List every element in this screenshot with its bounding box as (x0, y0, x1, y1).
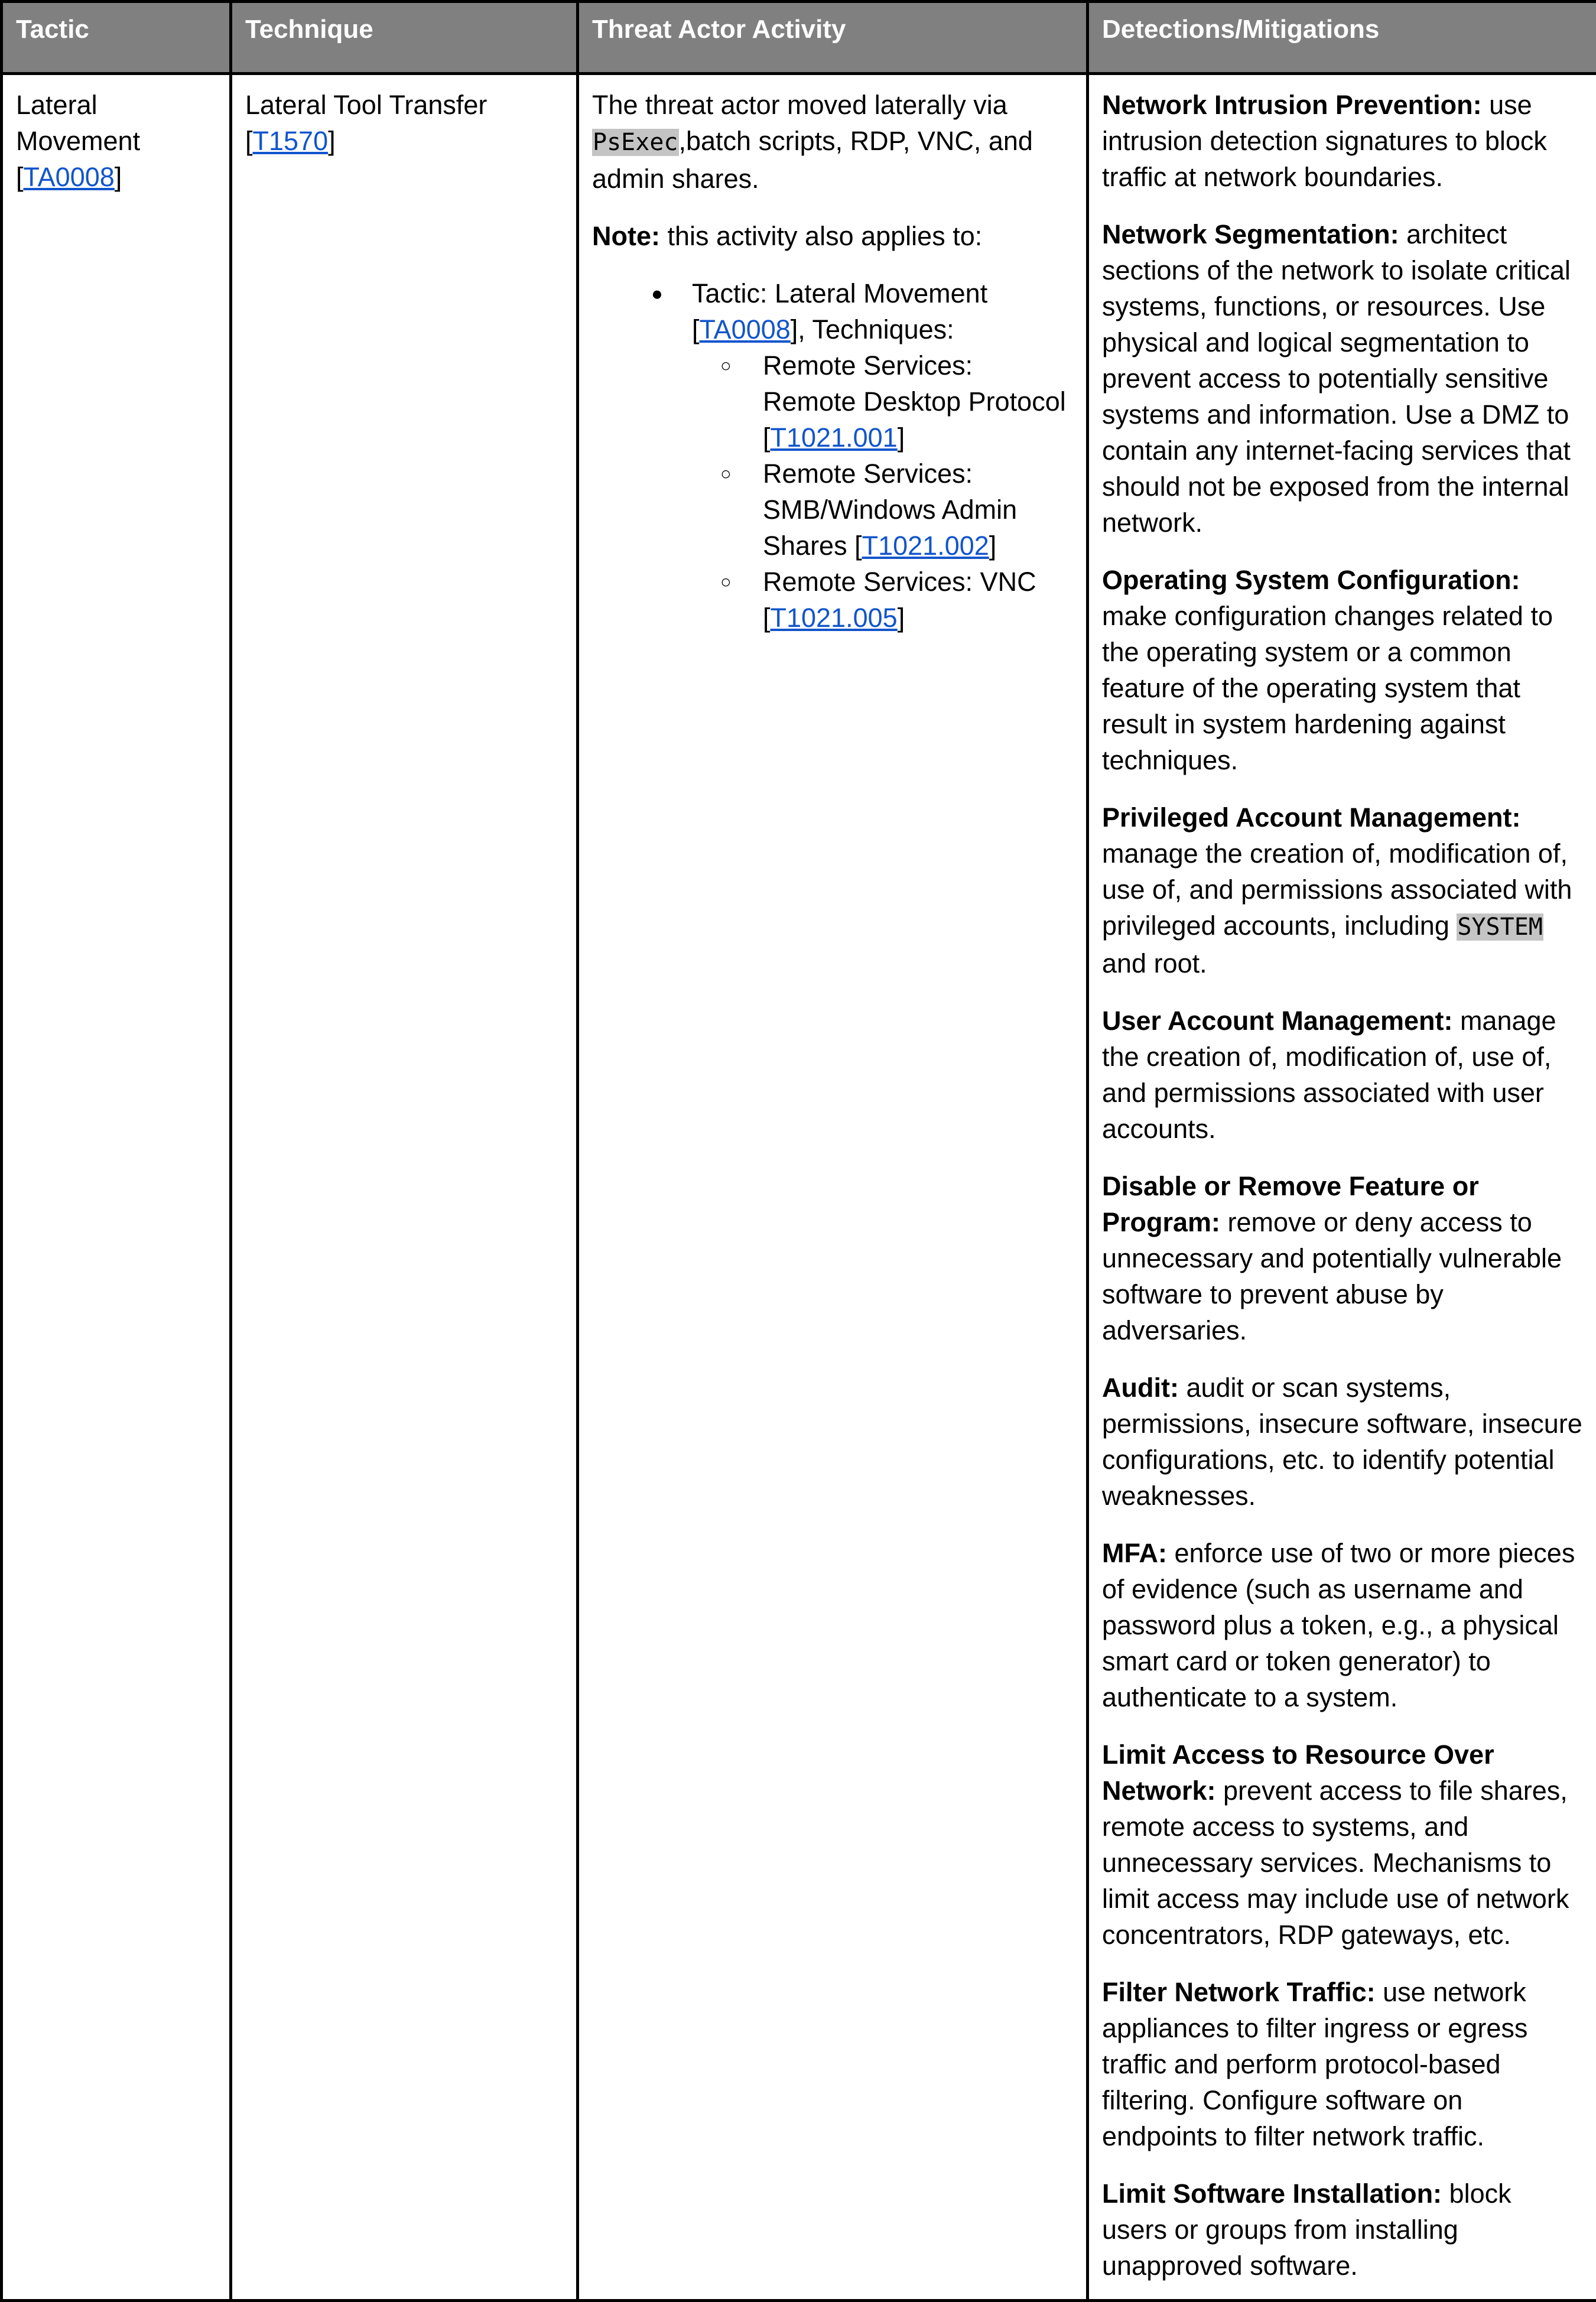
cell-technique (231, 74, 578, 2301)
mitigation-disable-or-remove-feature-or-program (1102, 1168, 1583, 1348)
sub-bullet-text: Remote Services: Remote Desktop Protocol (763, 350, 1066, 417)
close-bracket: ] (328, 126, 336, 156)
mitigation-title: Operating System Configuration: (1102, 565, 1520, 595)
mitigation-privileged-account-management (1102, 799, 1583, 981)
table-row (2, 74, 1596, 2301)
mitigation-title: Privileged Account Management: (1102, 802, 1520, 833)
mitigation-body: manage the creation of, modification of, use of, and permissions associated with user accounts. (1102, 1006, 1556, 1144)
mitigation-body: architect sections of the network to isolate critical systems, functions, or resources. Use physical and logical segmentation to prevent access to potentially sensitive systems and information. Use a DMZ to contain any internet-facing services that should not be exposed from the internal network. (1102, 219, 1571, 538)
close-bracket: ] (115, 162, 122, 192)
mitigation-body: remove or deny access to unnecessary and potentially vulnerable software to prevent abuse by adversaries. (1102, 1207, 1562, 1345)
activity-text-before-code: The threat actor moved laterally via (592, 90, 1007, 120)
cell-threat-actor-activity (578, 74, 1088, 2301)
mitigation-audit (1102, 1370, 1583, 1514)
mitigation-title: MFA: (1102, 1538, 1167, 1568)
column-header-technique: Technique (231, 2, 578, 74)
mitigation-network-segmentation (1102, 216, 1583, 541)
mitigation-body-before-code: manage the creation of, modification of, use of, and permissions associated with privileged accounts, including (1102, 838, 1572, 941)
activity-paragraph (592, 87, 1073, 197)
close-bracket: ] (898, 422, 905, 453)
mitigation-body: prevent access to file shares, remote access to systems, and unnecessary services. Mechanisms to limit access may include use of network concentrators, RDP gateways, etc. (1102, 1776, 1569, 1950)
tactic-name: Lateral Movement (16, 90, 140, 156)
mitigation-title: Network Segmentation: (1102, 219, 1399, 249)
mitigation-body: use network appliances to filter ingress or egress traffic and perform protocol-based filtering. Configure software on endpoints to filter network traffic. (1102, 1977, 1527, 2151)
open-bracket: [ (245, 126, 253, 156)
header-row (2, 2, 1596, 74)
open-bracket: [ (763, 603, 771, 633)
bullet-text-after: Techniques: (805, 314, 954, 344)
table-header (2, 2, 1596, 74)
mitigation-title: User Account Management: (1102, 1006, 1452, 1036)
tactic-text (16, 87, 216, 195)
mitigation-body: make configuration changes related to the operating system or a common feature of the operating system that result in system hardening against techniques. (1102, 601, 1553, 775)
mitigation-mfa (1102, 1535, 1583, 1715)
list-item (692, 456, 1073, 564)
mitigation-body-after-code: and root. (1102, 948, 1207, 978)
mitigation-filter-network-traffic (1102, 1974, 1583, 2154)
mitigation-user-account-management (1102, 1003, 1583, 1147)
cell-tactic (2, 74, 231, 2301)
cell-detections-mitigations (1088, 74, 1596, 2301)
code-system: SYSTEM (1457, 913, 1543, 941)
mitigation-limit-software-installation (1102, 2176, 1583, 2284)
open-bracket: [ (16, 162, 24, 192)
tactic-reference-link[interactable]: TA0008 (24, 162, 115, 192)
sub-bullet-reference-link[interactable]: T1021.001 (771, 422, 898, 453)
list-item (592, 275, 1073, 636)
open-bracket: [ (854, 531, 862, 561)
sub-bullet-text: Remote Services: SMB/Windows Admin Shares (763, 459, 1017, 561)
list-item (692, 347, 1073, 456)
close-bracket: ] (989, 531, 997, 561)
sub-bullet-reference-link[interactable]: T1021.005 (771, 603, 898, 633)
mitigation-network-intrusion-prevention (1102, 87, 1583, 195)
activity-text-after-code: ,batch scripts, RDP, VNC, and admin shares. (592, 126, 1033, 194)
column-header-detections-mitigations: Detections/Mitigations (1088, 2, 1596, 74)
list-item (692, 564, 1073, 636)
mitigation-body: audit or scan systems, permissions, insecure software, insecure configurations, etc. to identify potential weaknesses. (1102, 1373, 1582, 1511)
close-bracket: ] (898, 603, 905, 633)
technique-text (245, 87, 563, 159)
mitigation-title: Audit: (1102, 1373, 1179, 1403)
mitigation-title: Disable or Remove Feature or Program: (1102, 1171, 1479, 1237)
technique-reference-link[interactable]: T1570 (253, 126, 329, 156)
column-header-threat-actor-activity: Threat Actor Activity (578, 2, 1088, 74)
open-bracket: [ (692, 314, 700, 344)
table-body (2, 74, 1596, 2301)
code-psexec: PsExec (592, 129, 679, 156)
mitigation-title: Filter Network Traffic: (1102, 1977, 1376, 2007)
mitigation-title: Limit Access to Resource Over Network: (1102, 1739, 1494, 1806)
mitigation-title: Network Intrusion Prevention: (1102, 90, 1482, 120)
bullet-text-before: Tactic: Lateral Movement (692, 278, 987, 308)
open-bracket: [ (763, 422, 771, 453)
mitigation-body: block users or groups from installing unapproved software. (1102, 2179, 1512, 2281)
note-label: Note: (592, 221, 660, 251)
bullet-reference-link[interactable]: TA0008 (700, 314, 791, 344)
mitigation-body: enforce use of two or more pieces of evidence (such as username and password plus a token, e.g., a physical smart card or token generator) to authenticate to a system. (1102, 1538, 1575, 1712)
column-header-tactic: Tactic (2, 2, 231, 74)
activity-sub-bullet-list (692, 347, 1073, 636)
mitigation-operating-system-configuration (1102, 562, 1583, 778)
mitigation-body: use intrusion detection signatures to block traffic at network boundaries. (1102, 90, 1547, 192)
activity-note (592, 218, 1073, 254)
mitigation-limit-access-to-resource-over-network (1102, 1737, 1583, 1953)
close-bracket: ], (791, 314, 805, 344)
sub-bullet-reference-link[interactable]: T1021.002 (862, 531, 989, 561)
mitigation-title: Limit Software Installation: (1102, 2179, 1442, 2209)
sub-bullet-text: Remote Services: VNC (763, 567, 1036, 597)
activity-bullet-list (592, 275, 1073, 636)
note-text: this activity also applies to: (660, 221, 982, 251)
technique-name: Lateral Tool Transfer (245, 90, 487, 120)
